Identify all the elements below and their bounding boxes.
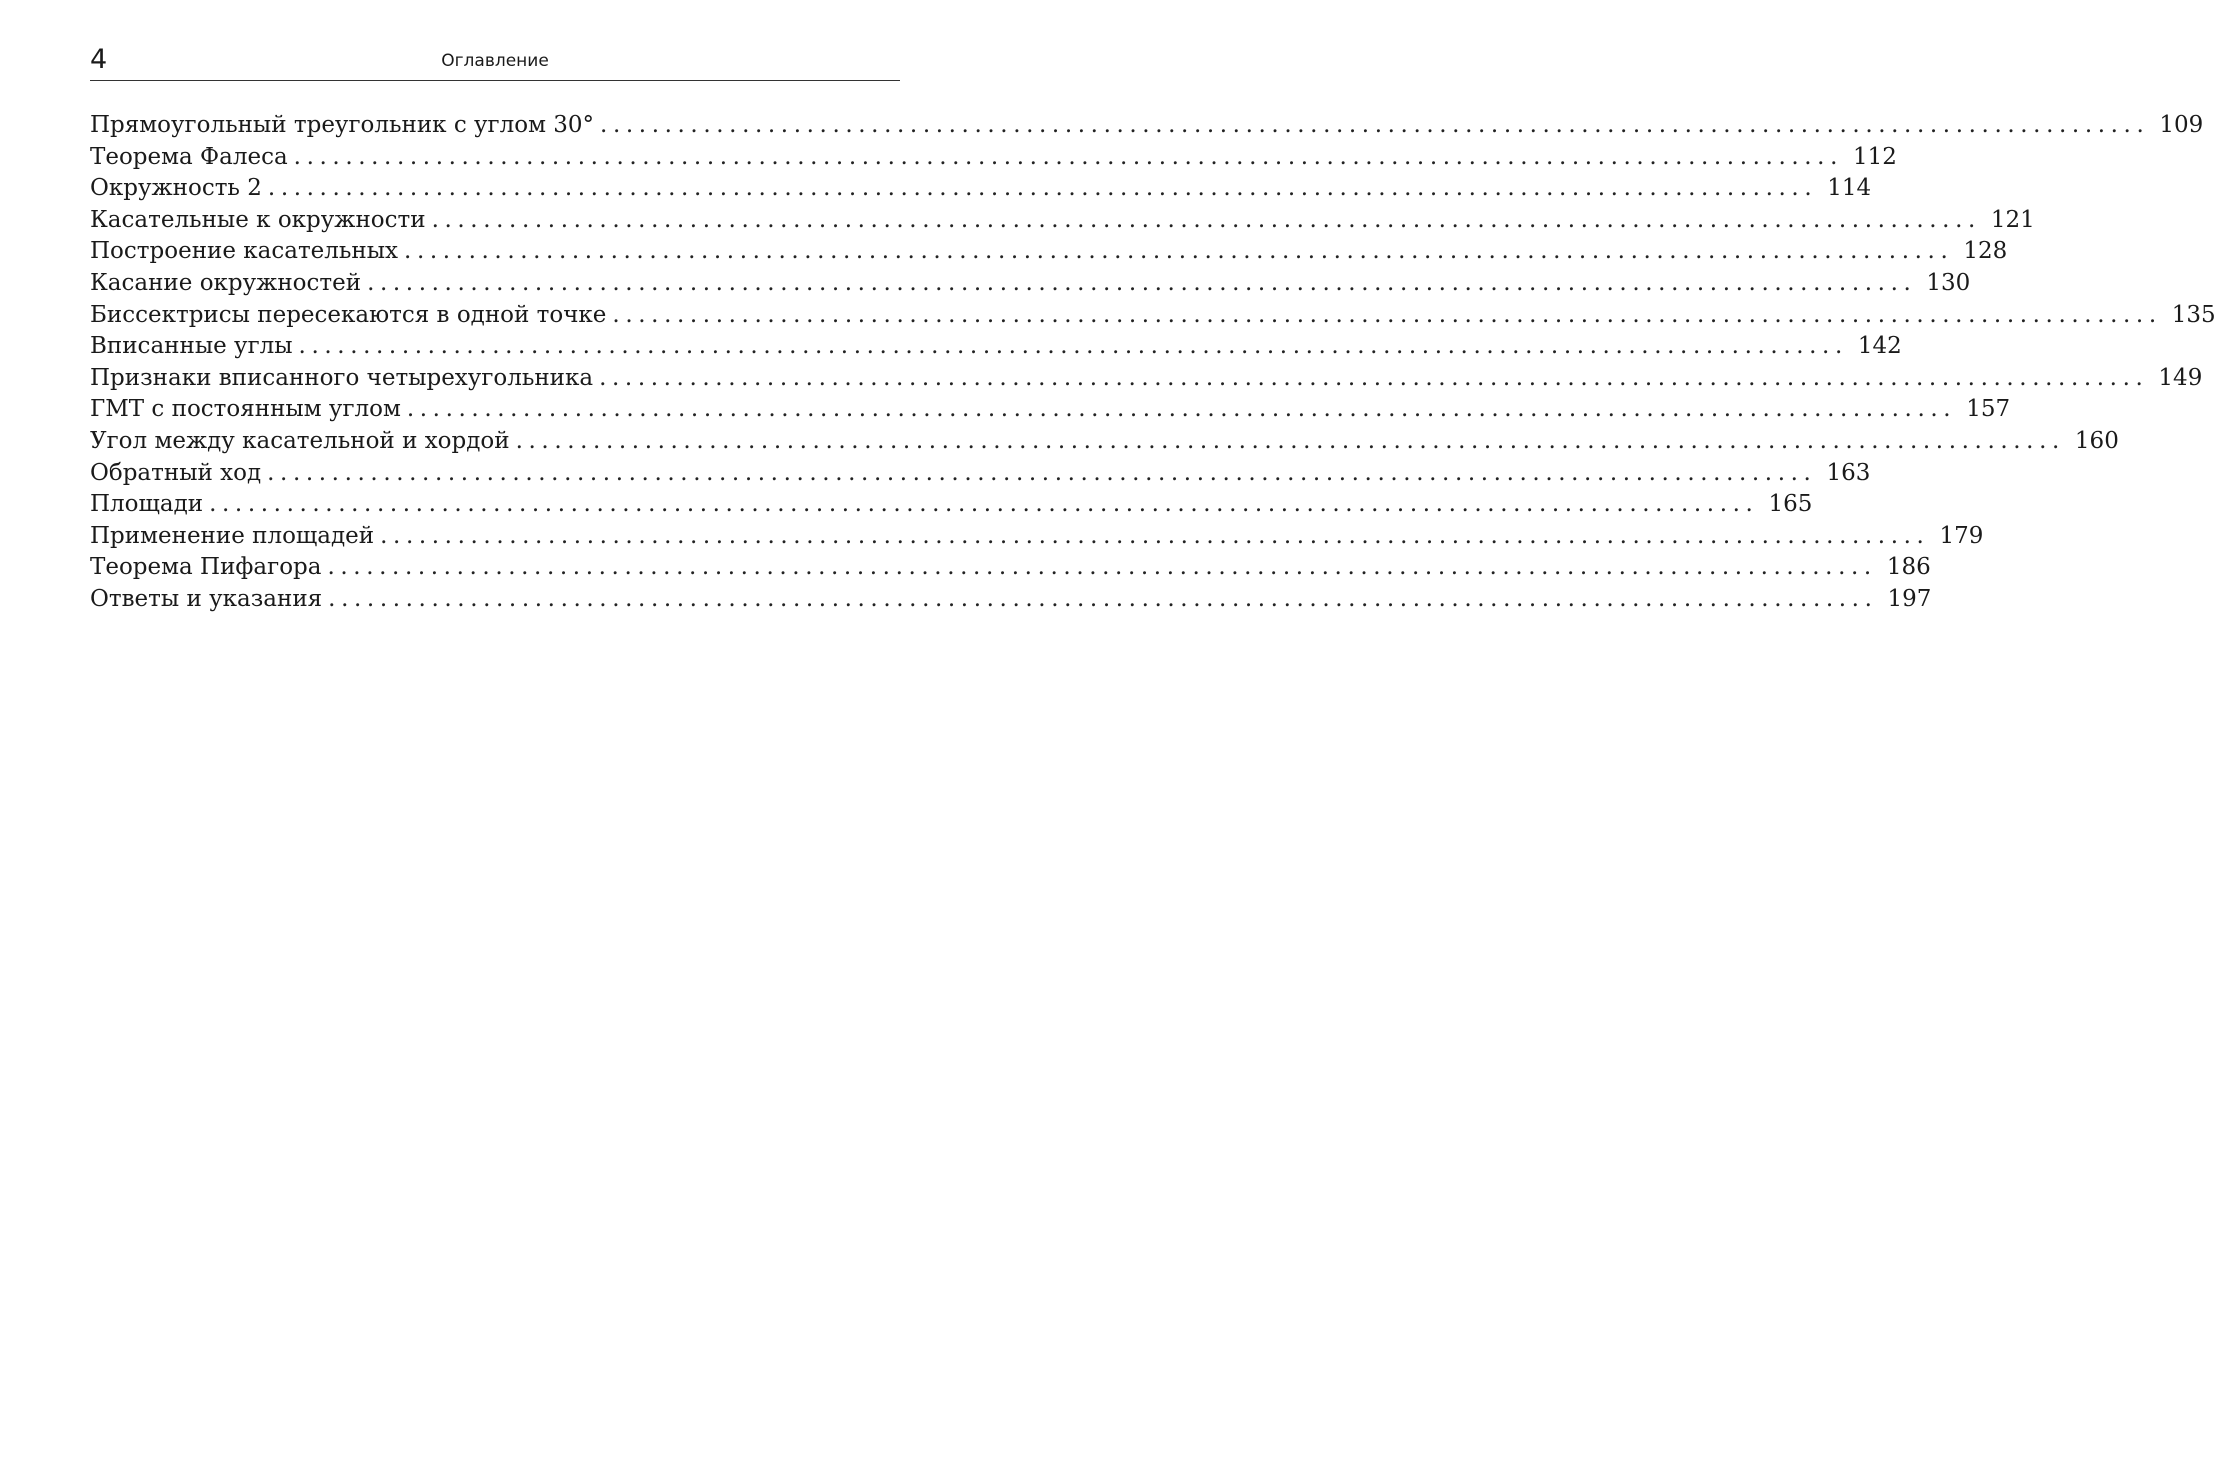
toc-dot-leader: ........................................................................................................................ [293, 143, 1843, 170]
toc-entry-page: 149 [2158, 364, 2203, 391]
toc-entry-title: Прямоугольный треугольник с углом 30° [90, 112, 595, 138]
page-header [90, 44, 900, 81]
toc-entry[interactable] [90, 363, 2203, 395]
toc-entry-page: 112 [1853, 143, 1897, 170]
toc-entry[interactable] [90, 268, 1971, 300]
toc-entry-page: 121 [1990, 206, 2035, 233]
toc-dot-leader: ........................................................................................................................ [600, 112, 2150, 138]
toc-dot-leader: ........................................................................................................................ [267, 175, 1818, 202]
toc-entry-page: 135 [2171, 301, 2216, 328]
toc-entry-page: 197 [1887, 585, 1932, 612]
toc-entry-title: Вписанные углы [90, 333, 293, 360]
toc-entry-page: 165 [1768, 491, 1813, 518]
toc-entry-title: Теорема Фалеса [90, 143, 288, 170]
toc-entry[interactable] [90, 584, 1932, 616]
toc-entry-title: Касание окружностей [90, 269, 362, 296]
toc-dot-leader: ........................................................................................................................ [404, 238, 1954, 265]
toc-dot-leader: ........................................................................................................................ [406, 396, 1957, 423]
toc-dot-leader: ........................................................................................................................ [599, 364, 2149, 391]
toc-entry-page: 130 [1926, 269, 1971, 296]
table-of-contents [90, 110, 2216, 616]
toc-entry-title: Обратный ход [90, 459, 262, 486]
toc-entry-title: Угол между касательной и хордой [90, 427, 510, 454]
toc-dot-leader: ........................................................................................................................ [612, 301, 2162, 328]
toc-dot-leader: ........................................................................................................................ [367, 269, 1917, 296]
toc-entry-title: ГМТ с постоянным углом [90, 396, 401, 423]
toc-entry-page: 163 [1826, 459, 1871, 486]
toc-entry[interactable] [90, 489, 1813, 521]
toc-entry-title: Применение площадей [90, 522, 375, 549]
toc-entry[interactable] [90, 394, 2011, 426]
toc-dot-leader: ........................................................................................................................ [298, 333, 1848, 360]
toc-dot-leader: ........................................................................................................................ [327, 554, 1877, 581]
toc-dot-leader: ........................................................................................................................ [515, 427, 2065, 454]
toc-entry-title: Ответы и указания [90, 585, 323, 612]
toc-entry-page: 114 [1827, 175, 1872, 202]
toc-entry-title: Построение касательных [90, 238, 399, 265]
toc-entry[interactable] [90, 458, 1871, 490]
toc-entry-page: 160 [2074, 427, 2119, 454]
toc-entry-title: Окружность 2 [90, 175, 262, 202]
toc-entry[interactable] [90, 236, 2008, 268]
toc-entry-page: 157 [1966, 396, 2011, 423]
toc-entry-page: 128 [1963, 238, 2008, 265]
page-number: 4 [90, 44, 108, 75]
toc-dot-leader: ........................................................................................................................ [431, 206, 1981, 233]
toc-entry[interactable] [90, 521, 1984, 553]
toc-dot-leader: ........................................................................................................................ [328, 585, 1878, 612]
toc-dot-leader: ........................................................................................................................ [267, 459, 1817, 486]
toc-entry-title: Признаки вписанного четырехугольника [90, 364, 594, 391]
toc-entry[interactable] [90, 173, 1872, 205]
toc-entry-title: Теорема Пифагора [90, 554, 322, 581]
toc-dot-leader: ........................................................................................................................ [209, 491, 1759, 518]
toc-entry[interactable] [90, 110, 2204, 142]
running-title: Оглавление [441, 51, 549, 71]
toc-entry[interactable] [90, 552, 1931, 584]
toc-entry[interactable] [90, 331, 1902, 363]
toc-entry-title: Биссектрисы пересекаются в одной точке [90, 301, 607, 328]
toc-entry[interactable] [90, 142, 1897, 174]
toc-entry-title: Площади [90, 491, 204, 518]
toc-entry[interactable] [90, 426, 2119, 458]
toc-entry-page: 142 [1857, 333, 1902, 360]
toc-entry-title: Касательные к окружности [90, 206, 426, 233]
toc-entry-page: 109 [2159, 112, 2204, 138]
toc-entry[interactable] [90, 300, 2216, 332]
toc-entry[interactable] [90, 205, 2035, 237]
toc-entry-page: 186 [1886, 554, 1931, 581]
toc-entry-page: 179 [1939, 522, 1984, 549]
toc-dot-leader: ........................................................................................................................ [380, 522, 1930, 549]
